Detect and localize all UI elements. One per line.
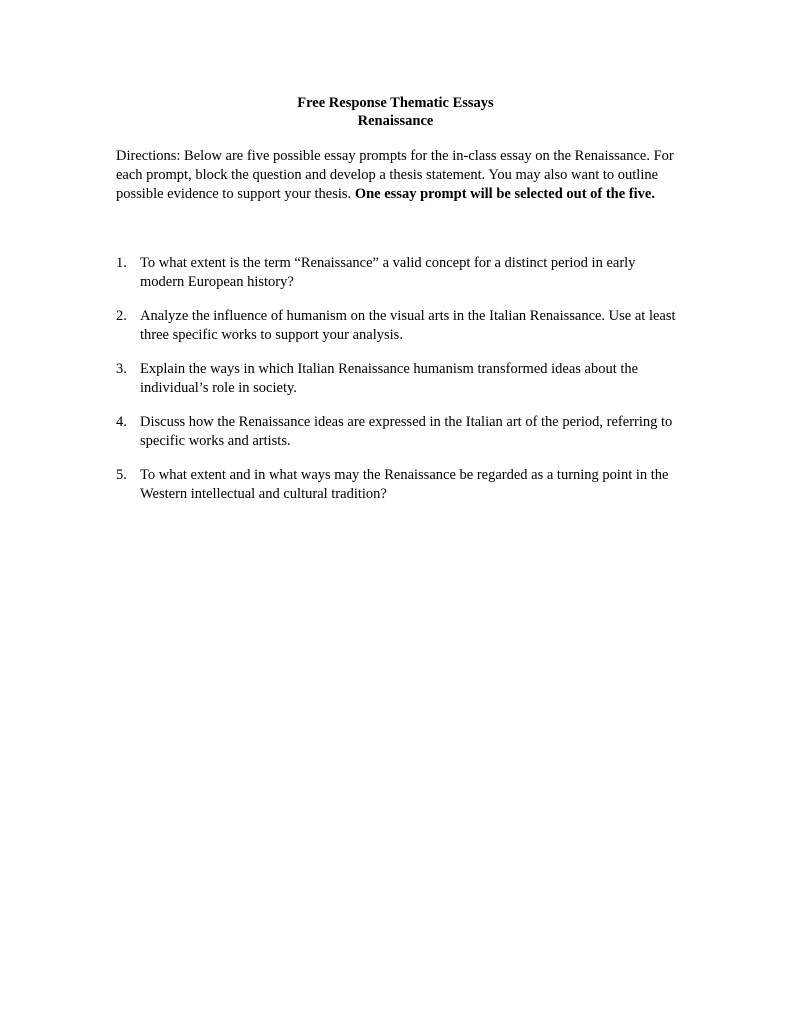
essay-prompt-item	[116, 360, 682, 397]
essay-prompt-item	[116, 413, 682, 450]
prompt-text: To what extent and in what ways may the Renaissance be regarded as a turning point in the Western intellectual and cultural tradition?	[140, 467, 669, 502]
document-subtitle: Renaissance	[357, 113, 434, 129]
prompt-number: 3.	[116, 361, 127, 377]
essay-prompt-list	[116, 254, 682, 519]
directions-bold-text: One essay prompt will be selected out of the five.	[354, 186, 655, 202]
prompt-text: Discuss how the Renaissance ideas are expressed in the Italian art of the period, referring to specific works and artists.	[140, 414, 673, 449]
essay-prompt-item	[116, 254, 682, 291]
document-title: Free Response Thematic Essays	[297, 95, 494, 111]
document-header	[0, 94, 791, 130]
prompt-text: Analyze the influence of humanism on the visual arts in the Italian Renaissance. Use at least three specific works to support your analysis.	[140, 308, 676, 343]
prompt-number: 5.	[116, 467, 127, 483]
essay-prompt-item	[116, 466, 682, 503]
directions-text: Directions: Below are five possible essay prompts for the in-class essay on the Renaissance. For each prompt, block the question and develop a thesis statement. You may also want to outline possible evidence to support your thesis.	[116, 148, 674, 202]
essay-prompt-item	[116, 307, 682, 344]
prompt-text: Explain the ways in which Italian Renaissance humanism transformed ideas about the individual’s role in society.	[140, 361, 639, 396]
prompt-number: 4.	[116, 414, 127, 430]
prompt-text: To what extent is the term “Renaissance” a valid concept for a distinct period in early modern European history?	[140, 255, 636, 290]
directions-paragraph	[116, 147, 676, 204]
prompt-number: 2.	[116, 308, 127, 324]
prompt-number: 1.	[116, 255, 127, 271]
